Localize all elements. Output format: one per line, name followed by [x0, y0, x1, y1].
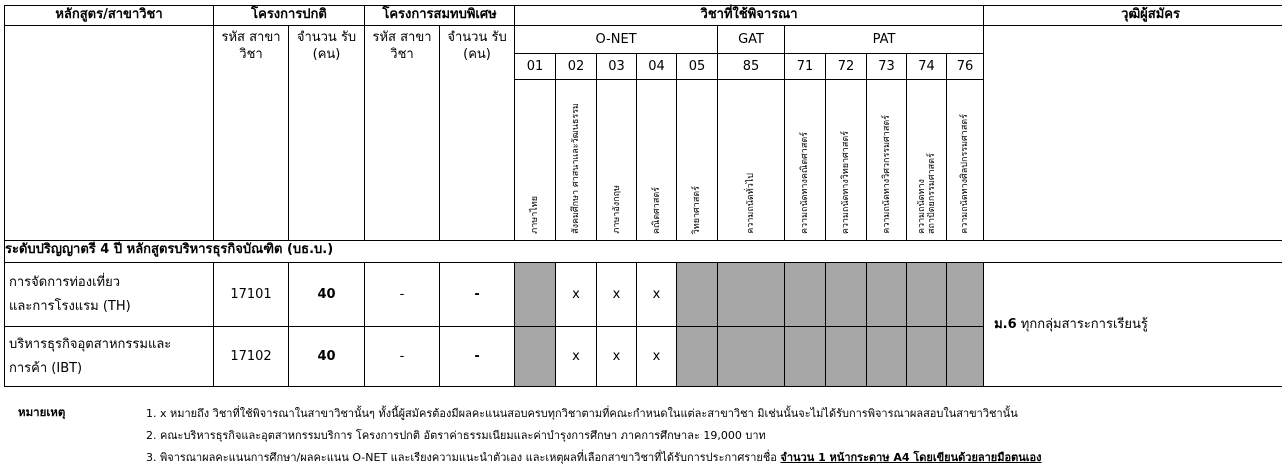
special-header: โครงการสมทบพิเศษ	[365, 6, 515, 26]
special-seats: -	[440, 263, 515, 327]
mark-cell	[785, 263, 826, 327]
subject-code: 71	[785, 54, 826, 80]
subject-code: 02	[556, 54, 597, 80]
mark-cell	[907, 327, 947, 387]
subject-name: ความถนัดทาง สถาปัตยกรรมศาสตร์	[916, 153, 937, 234]
program-name: บริหารธุรกิจอุตสาหกรรมและ การค้า (IBT)	[5, 327, 214, 387]
subject-code: 01	[515, 54, 556, 80]
mark-cell	[785, 327, 826, 387]
mark-cell: x	[556, 327, 597, 387]
special-code: -	[365, 263, 440, 327]
mark-cell	[907, 263, 947, 327]
onet-header: O-NET	[515, 26, 718, 54]
subject-name: ภาษาอังกฤษ	[611, 185, 622, 234]
mark-cell: x	[597, 327, 637, 387]
mark-cell	[867, 327, 907, 387]
program-code: 17101	[214, 263, 289, 327]
regular-code-header: รหัส สาขา วิชา	[214, 26, 289, 241]
program-name: การจัดการท่องเที่ยว และการโรงแรม (TH)	[5, 263, 214, 327]
notes	[18, 402, 1268, 468]
subject-code: 05	[677, 54, 718, 80]
note-item: 1. x หมายถึง วิชาที่ใช้พิจารณาในสาขาวิชานั้นๆ ทั้งนี้ผู้สมัครต้องมีผลคะแนนสอบครบทุกวิชาตามที่คณะกำหนดในแต่ละสาขาวิชา มิเช่นนั้นจะไม่ได้รับการพิจารณาผลสอบในสาขาวิชานั้น	[146, 407, 1018, 420]
mark-cell	[826, 263, 867, 327]
admission-table	[4, 5, 1282, 387]
mark-cell	[677, 327, 718, 387]
program-seats: 40	[289, 263, 365, 327]
mark-cell: x	[597, 263, 637, 327]
subject-name: ความถนัดทางคณิตศาสตร์	[800, 131, 811, 234]
special-code: -	[365, 327, 440, 387]
mark-cell: x	[637, 327, 677, 387]
program-seats: 40	[289, 327, 365, 387]
program-code: 17102	[214, 327, 289, 387]
mark-cell	[515, 263, 556, 327]
mark-cell: x	[556, 263, 597, 327]
regular-header: โครงการปกติ	[214, 6, 365, 26]
mark-cell	[947, 263, 984, 327]
subject-code: 74	[907, 54, 947, 80]
program-col-header: หลักสูตร/สาขาวิชา	[5, 6, 214, 26]
subject-name: ความถนัดทางศิลปกรรมศาสตร์	[960, 114, 971, 234]
subject-name: ความถนัดทางวิศวกรรมศาสตร์	[881, 115, 892, 234]
mark-cell: x	[637, 263, 677, 327]
mark-cell	[718, 263, 785, 327]
mark-cell	[718, 327, 785, 387]
subject-code: 85	[718, 54, 785, 80]
subject-name: คณิตศาสตร์	[651, 186, 662, 234]
special-code-header: รหัส สาขา วิชา	[365, 26, 440, 241]
notes-label: หมายเหตุ	[18, 405, 66, 419]
qualification-header: วุฒิผู้สมัคร	[984, 6, 1282, 26]
mark-cell	[677, 263, 718, 327]
note-item: 3. พิจารณาผลคะแนนการศึกษา/ผลคะแนน O-NET และเรียงความแนะนำตัวเอง และเหตุผลที่เลือกสาขาวิชาที่ได้รับการประกาศรายชื่อ จำนวน 1 หน้ากระดาษ A4 โดยเขียนด้วยลายมือตนเอง	[146, 451, 1042, 464]
subject-code: 73	[867, 54, 907, 80]
subject-code: 04	[637, 54, 677, 80]
mark-cell	[947, 327, 984, 387]
note-item: 2. คณะบริหารธุรกิจและอุตสาหกรรมบริการ โครงการปกติ อัตราค่าธรรมเนียมและค่าบำรุงการศึกษา ภาคการศึกษาละ 19,000 บาท	[146, 429, 766, 442]
subject-code: 03	[597, 54, 637, 80]
qualification-cell: ม.6 ทุกกลุ่มสาระการเรียนรู้	[984, 263, 1282, 387]
subject-name: ความถนัดทางวิทยาศาสตร์	[841, 130, 852, 234]
mark-cell	[826, 327, 867, 387]
table-row	[5, 263, 1282, 327]
section-title: ระดับปริญญาตรี 4 ปี หลักสูตรบริหารธุรกิจบัณฑิต (บธ.บ.)	[5, 241, 1282, 263]
regular-seats-header: จำนวน รับ (คน)	[289, 26, 365, 241]
special-seats-header: จำนวน รับ (คน)	[440, 26, 515, 241]
subjects-header: วิชาที่ใช้พิจารณา	[515, 6, 984, 26]
subject-code: 72	[826, 54, 867, 80]
subject-name: ภาษาไทย	[530, 196, 541, 234]
subject-name: สังคมศึกษา ศาสนาและวัฒนธรรม	[571, 103, 582, 234]
gat-header: GAT	[718, 26, 785, 54]
mark-cell	[515, 327, 556, 387]
pat-header: PAT	[785, 26, 984, 54]
subject-code: 76	[947, 54, 984, 80]
note-emphasis: จำนวน 1 หน้ากระดาษ A4 โดยเขียนด้วยลายมือตนเอง	[780, 451, 1042, 464]
subject-name: ความถนัดทั่วไป	[746, 173, 757, 234]
special-seats: -	[440, 327, 515, 387]
mark-cell	[867, 263, 907, 327]
subject-name: วิทยาศาสตร์	[692, 185, 703, 234]
